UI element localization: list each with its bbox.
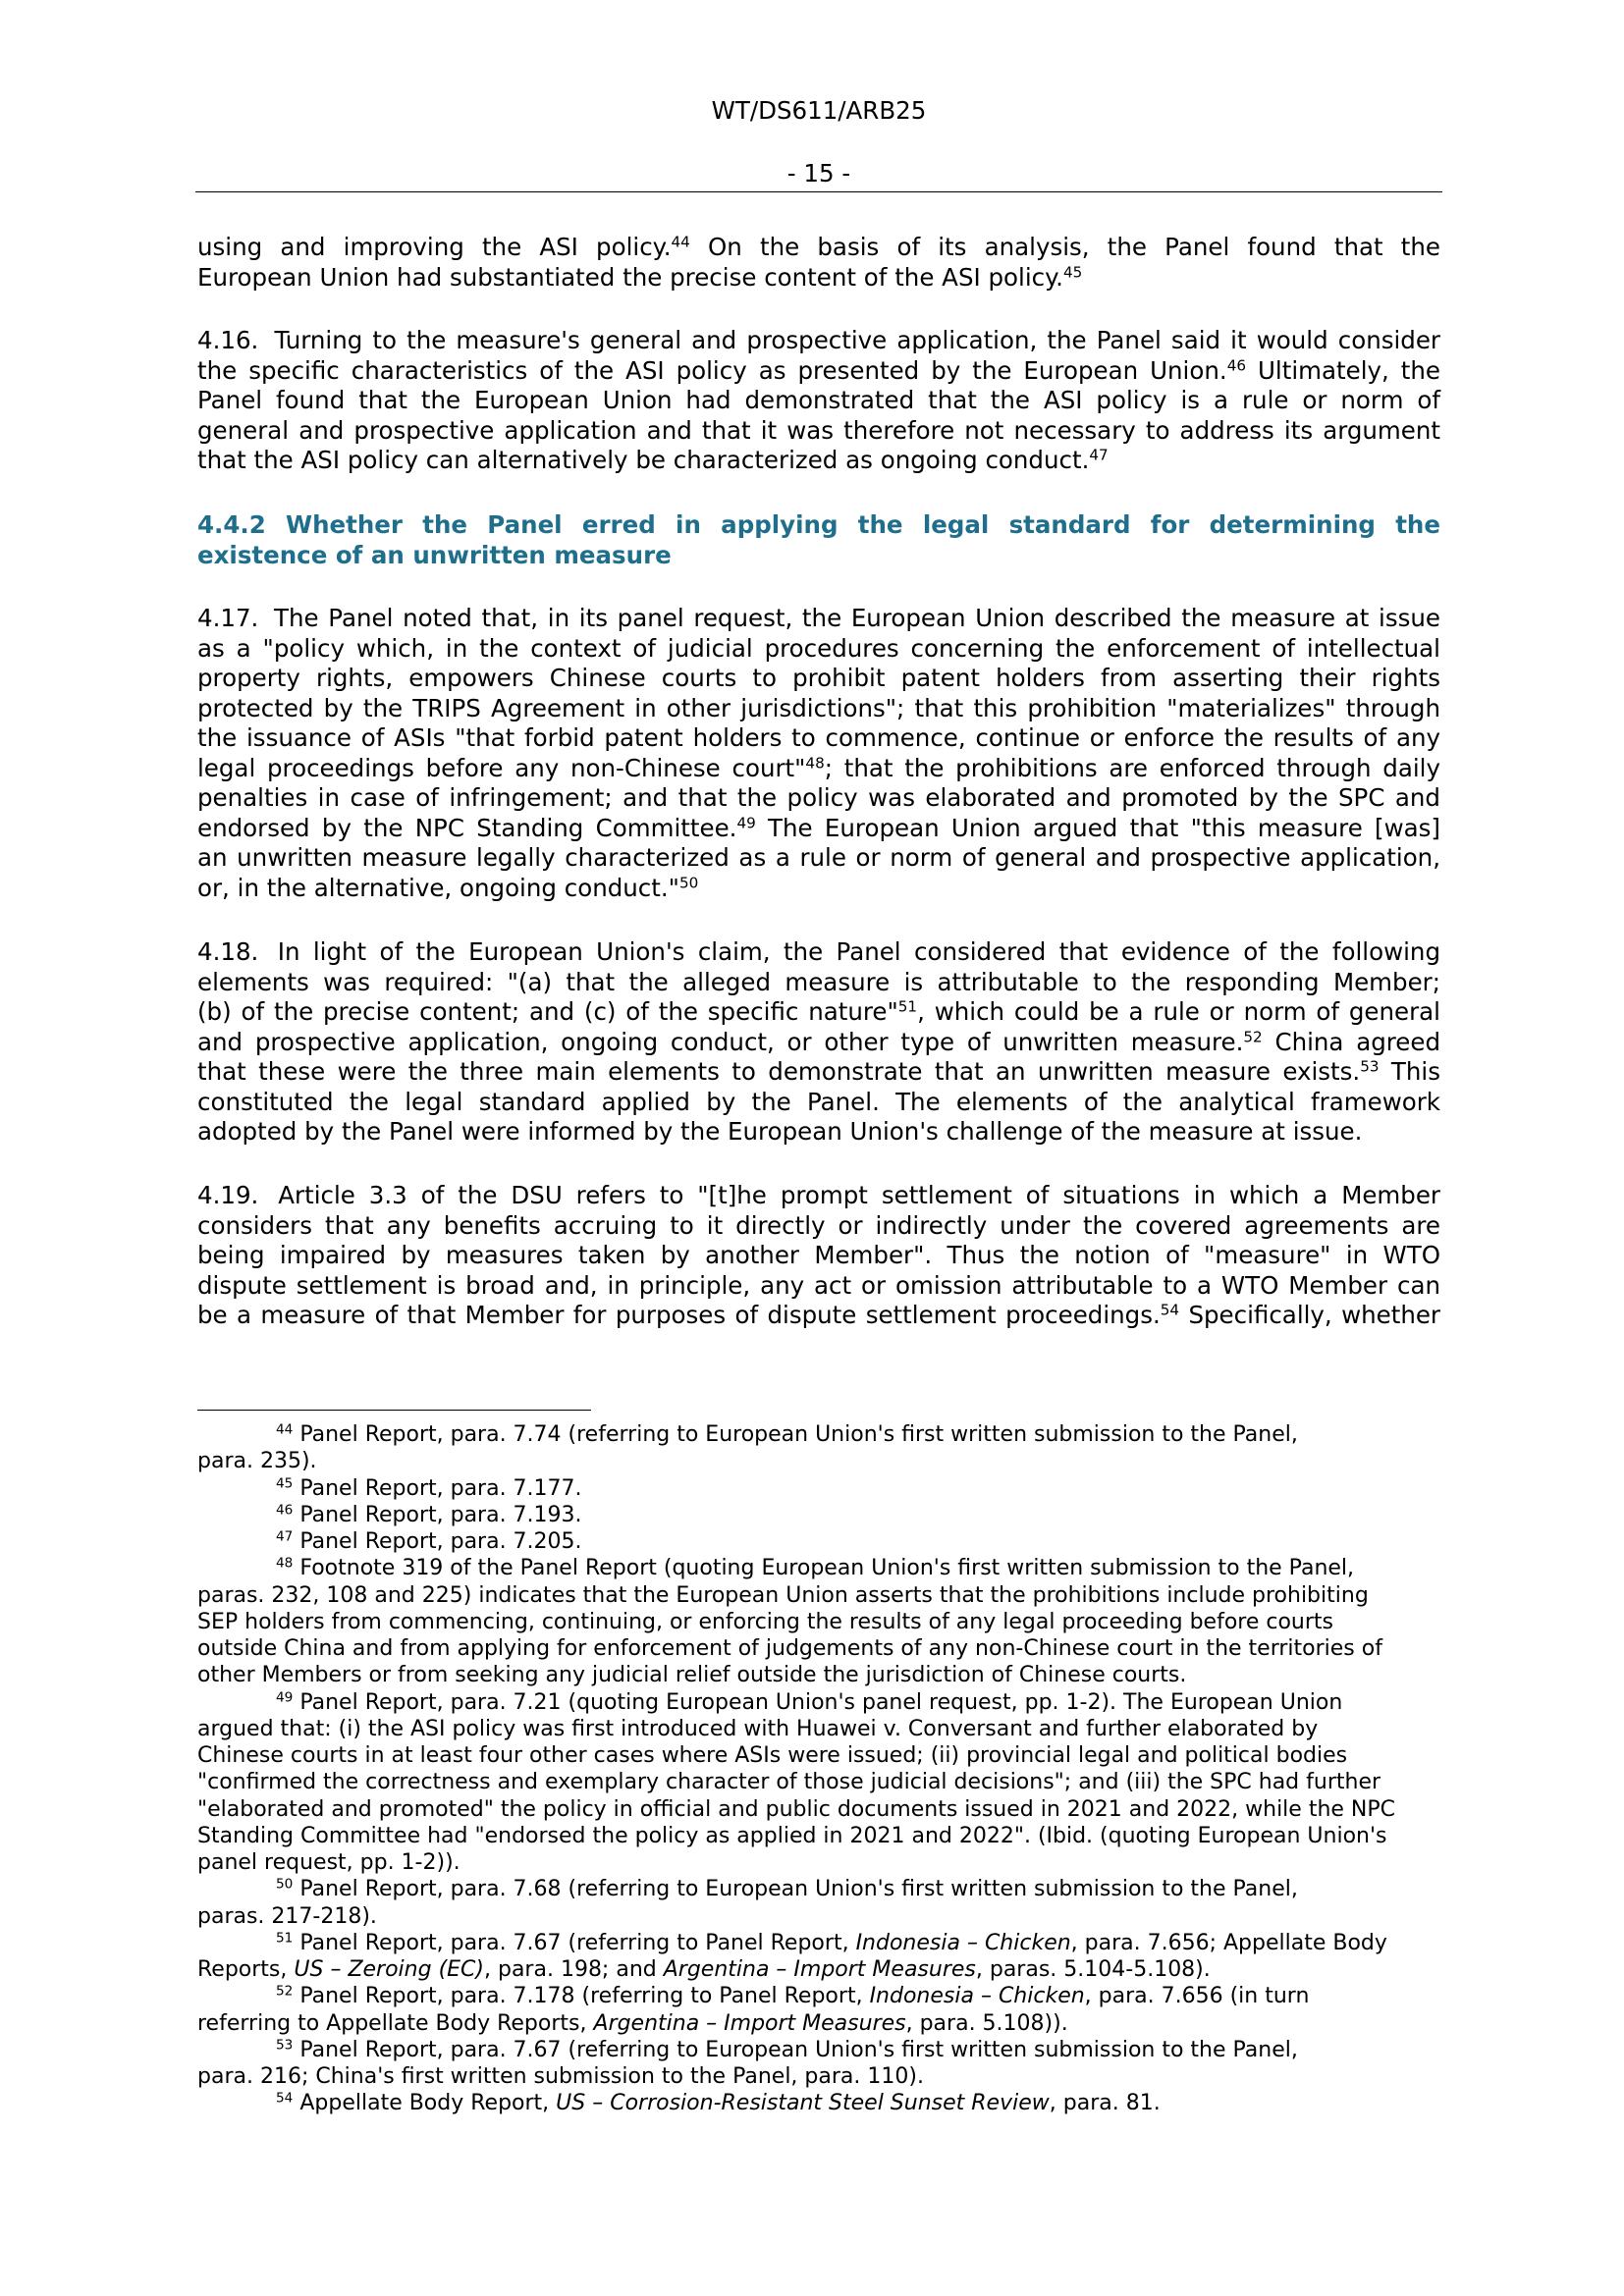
text-run: Panel Report, para. 7.21 (quoting European Union's panel request, pp. 1-2). The European Union <box>299 1689 1343 1715</box>
text-run: argued that: (i) the ASI policy was first introduced with Huawei v. Conversant and further elaborated by <box>197 1716 1319 1741</box>
footnote-line <box>197 1475 1440 1502</box>
footnote-line <box>197 1823 1440 1849</box>
text-line <box>197 263 1440 294</box>
footnote-ref: 45 <box>1062 263 1083 282</box>
footnote-number: 47 <box>276 1528 294 1545</box>
footnote-line <box>197 2010 1440 2037</box>
footnote-line <box>197 2037 1440 2063</box>
footnote <box>197 1528 1440 1555</box>
text-run: The European Union argued that "this measure [was] <box>755 813 1440 842</box>
paragraph-number: 4.16. <box>197 326 259 354</box>
footnote-ref: 48 <box>805 754 825 773</box>
text-run: and prospective application, ongoing conduct, or other type of unwritten measure. <box>197 1027 1244 1056</box>
footnote-line <box>197 1421 1440 1448</box>
text-line <box>197 723 1440 754</box>
text-run: Panel Report, para. 7.205. <box>299 1529 582 1554</box>
footnote-line <box>197 1635 1440 1662</box>
footnote-ref: 52 <box>1243 1028 1263 1046</box>
footnote-separator <box>197 1410 591 1411</box>
footnotes <box>197 1421 1440 2117</box>
text-line <box>197 416 1440 447</box>
text-run: the issuance of ASIs "that forbid patent holders to commence, continue or enforce the results of any <box>197 723 1440 752</box>
paragraph-4-16 <box>197 326 1440 476</box>
text-run: elements was required: "(a) that the alleged measure is attributable to the responding Member; <box>197 967 1440 996</box>
paragraph-number: 4.18. <box>197 937 259 966</box>
case-title: US – Zeroing (EC) <box>294 1957 484 1982</box>
footnote-line <box>197 1742 1440 1769</box>
footnote-number: 52 <box>276 1983 294 2000</box>
text-run: Ultimately, the <box>1246 355 1440 385</box>
text-run: , para. 7.656 (in turn <box>1084 1984 1310 2009</box>
case-title: Argentina – Import Measures <box>663 1957 976 1982</box>
text-line <box>197 814 1440 844</box>
text-line <box>197 634 1440 665</box>
footnote-number: 44 <box>276 1421 294 1438</box>
text-line <box>197 1181 1440 1211</box>
footnote-ref: 44 <box>671 233 690 251</box>
paragraph-number: 4.17. <box>197 604 259 632</box>
text-run: In light of the European Union's claim, the Panel considered that evidence of the following <box>277 937 1440 966</box>
text-run: paras. 217-218). <box>197 1903 377 1929</box>
footnote-line <box>197 1582 1440 1609</box>
paragraph-4-17 <box>197 604 1440 903</box>
footnote-ref: 46 <box>1226 356 1247 375</box>
footnote-line <box>197 1849 1440 1876</box>
text-line <box>197 326 1440 356</box>
text-run: panel request, pp. 1-2)). <box>197 1850 460 1875</box>
text-run: The Panel noted that, in its panel request, the European Union described the measure at issue <box>274 604 1440 632</box>
footnote <box>197 2090 1440 2116</box>
text-run: This <box>1379 1057 1440 1086</box>
case-title: Indonesia – Chicken <box>855 1930 1071 1955</box>
text-line <box>197 1301 1440 1331</box>
text-run: On the basis of its analysis, the Panel found that the <box>689 233 1440 261</box>
text-run: Reports, <box>197 1957 295 1982</box>
text-run: , which could be a rule or norm of general <box>917 997 1440 1026</box>
footnote-line <box>197 1796 1440 1823</box>
footnote-line <box>197 1876 1440 1902</box>
text-line <box>197 1271 1440 1302</box>
text-line <box>197 783 1440 814</box>
text-run: legal proceedings before any non-Chinese court" <box>197 753 806 782</box>
footnote-line <box>197 1903 1440 1930</box>
text-line <box>197 754 1440 784</box>
text-run: para. 235). <box>197 1449 317 1474</box>
text-run: Panel Report, para. 7.177. <box>299 1475 582 1501</box>
footnote-line <box>197 1662 1440 1688</box>
page-number: - 15 - <box>786 159 851 187</box>
text-run: protected by the TRIPS Agreement in other jurisdictions"; that this prohibition "materializes" through <box>197 693 1440 722</box>
footnote-number: 46 <box>276 1502 294 1519</box>
text-run: general and prospective application and that it was therefore not necessary to address its argument <box>197 415 1440 445</box>
text-run: "elaborated and promoted" the policy in official and public documents issued in 2021 and 2022, while the NPC <box>197 1796 1396 1822</box>
footnote-number: 51 <box>276 1930 294 1947</box>
footnote-line <box>197 1448 1440 1474</box>
text-run: para. 216; China's first written submission to the Panel, para. 110). <box>197 2064 924 2089</box>
footnote-number: 45 <box>276 1475 294 1491</box>
text-line <box>197 1057 1440 1088</box>
footnote-line <box>197 1983 1440 2009</box>
text-run: Panel Report, para. 7.67 (referring to European Union's first written submission to the Panel, <box>299 2037 1298 2062</box>
case-title: US – Corrosion-Resistant Steel Sunset Review <box>556 2091 1050 2116</box>
text-line <box>197 446 1440 476</box>
footnote-ref: 47 <box>1089 446 1109 464</box>
text-run: existence of an unwritten measure <box>197 540 672 569</box>
text-run: the specific characteristics of the ASI policy as presented by the European Union. <box>197 355 1227 385</box>
footnote-line <box>197 1502 1440 1528</box>
footnote <box>197 1983 1440 2037</box>
text-run: , para. 7.656; Appellate Body <box>1070 1930 1387 1955</box>
footnote-number: 48 <box>276 1555 294 1572</box>
footnote <box>197 2037 1440 2091</box>
text-run: Article 3.3 of the DSU refers to "[t]he prompt settlement of situations in which a Member <box>278 1181 1440 1209</box>
text-line <box>197 386 1440 416</box>
text-run: , para. 81. <box>1049 2091 1161 2116</box>
text-line <box>197 937 1440 968</box>
paragraph-4-19 <box>197 1181 1440 1331</box>
text-line <box>197 843 1440 874</box>
text-line <box>197 694 1440 724</box>
text-line <box>197 1028 1440 1058</box>
text-run: be a measure of that Member for purposes of dispute settlement proceedings. <box>197 1301 1161 1329</box>
footnote <box>197 1502 1440 1528</box>
text-run: Chinese courts in at least four other cases where ASIs were issued; (ii) provincial legal and political bodies <box>197 1743 1348 1768</box>
text-line <box>197 997 1440 1028</box>
footnote-ref: 49 <box>736 814 756 832</box>
text-run: Standing Committee had "endorsed the policy as applied in 2021 and 2022". (Ibid. (quoting European Union's <box>197 1823 1387 1848</box>
footnote-line <box>197 1555 1440 1581</box>
text-line <box>197 541 1440 571</box>
footnote <box>197 1421 1440 1475</box>
text-run: ; that the prohibitions are enforced through daily <box>824 753 1440 782</box>
text-line <box>197 664 1440 694</box>
footnote <box>197 1876 1440 1930</box>
text-run: an unwritten measure legally characterized as a rule or norm of general and prospective application, <box>197 843 1440 872</box>
text-run: adopted by the Panel were informed by the European Union's challenge of the measure at issue. <box>197 1117 1363 1146</box>
text-run: Footnote 319 of the Panel Report (quoting European Union's first written submission to the Panel, <box>299 1556 1355 1581</box>
text-run: China agreed <box>1262 1027 1440 1056</box>
text-run: endorsed by the NPC Standing Committee. <box>197 813 737 842</box>
footnote-ref: 50 <box>678 874 699 892</box>
footnote-line <box>197 1930 1440 1956</box>
footnote <box>197 1930 1440 1984</box>
text-run: , paras. 5.104-5.108). <box>975 1957 1211 1982</box>
footnote-number: 53 <box>276 2037 294 2054</box>
text-run: as a "policy which, in the context of judicial procedures concerning the enforcement of intellectual <box>197 633 1440 663</box>
paragraph-number: 4.19. <box>197 1181 259 1209</box>
text-run: that these were the three main elements to demonstrate that an unwritten measure exists. <box>197 1057 1361 1086</box>
text-run: other Members or from seeking any judicial relief outside the jurisdiction of Chinese courts. <box>197 1663 1187 1688</box>
text-run: European Union had substantiated the precise content of the ASI policy. <box>197 262 1063 292</box>
footnote-line <box>197 1609 1440 1635</box>
text-run: Panel Report, para. 7.68 (referring to European Union's first written submission to the Panel, <box>299 1877 1298 1902</box>
footnote-number: 54 <box>276 2090 294 2107</box>
text-run: "confirmed the correctness and exemplary character of those judicial decisions"; and (iii) the SPC had further <box>197 1770 1381 1795</box>
footnote-line <box>197 2063 1440 2090</box>
text-run: Whether the Panel erred in applying the legal standard for determining the <box>286 510 1440 539</box>
text-line <box>197 1088 1440 1118</box>
footnote-number: 50 <box>276 1876 294 1893</box>
paragraph-number: 4.4.2 <box>197 510 266 539</box>
text-run: , para. 198; and <box>484 1957 664 1982</box>
text-run: Panel Report, para. 7.74 (referring to European Union's first written submission to the Panel, <box>299 1422 1298 1447</box>
text-line <box>197 968 1440 998</box>
text-run: using and improving the ASI policy. <box>197 233 672 261</box>
footnote <box>197 1689 1440 1877</box>
text-run: outside China and from applying for enforcement of judgements of any non-Chinese court in the territories of <box>197 1636 1382 1661</box>
text-run: being impaired by measures taken by another Member". Thus the notion of "measure" in WTO <box>197 1241 1440 1269</box>
text-line <box>197 510 1440 541</box>
text-run: , para. 5.108)). <box>905 2010 1068 2036</box>
text-run: referring to Appellate Body Reports, <box>197 2010 594 2036</box>
text-line <box>197 233 1440 263</box>
text-line <box>197 604 1440 634</box>
text-run: property rights, empowers Chinese courts to prohibit patent holders from asserting their rights <box>197 664 1440 692</box>
footnote-ref: 53 <box>1360 1057 1380 1076</box>
text-run: Turning to the measure's general and prospective application, the Panel said it would consider <box>274 326 1440 354</box>
text-run: (b) of the precise content; and (c) of the specific nature" <box>197 997 898 1026</box>
footnote <box>197 1475 1440 1502</box>
text-run: SEP holders from commencing, continuing, or enforcing the results of any legal proceeding before courts <box>197 1609 1333 1634</box>
text-run: Panel Report, para. 7.178 (referring to Panel Report, <box>299 1984 870 2009</box>
footnote <box>197 1555 1440 1688</box>
text-run: Panel Report, para. 7.67 (referring to Panel Report, <box>299 1930 856 1955</box>
footnote-line <box>197 1528 1440 1555</box>
text-run: considers that any benefits accruing to it directly or indirectly under the covered agreements are <box>197 1210 1440 1240</box>
footnote-line <box>197 1689 1440 1716</box>
text-run: that the ASI policy can alternatively be characterized as ongoing conduct. <box>197 446 1090 474</box>
section-heading-4-4-2 <box>197 510 1440 570</box>
footnote-line <box>197 1956 1440 1983</box>
text-run: dispute settlement is broad and, in principle, any act or omission attributable to a WTO Member can <box>197 1270 1440 1300</box>
text-line <box>197 1211 1440 1242</box>
case-title: Indonesia – Chicken <box>869 1984 1085 2009</box>
text-run: Appellate Body Report, <box>299 2091 557 2116</box>
paragraph-continued <box>197 233 1440 293</box>
text-run: penalties in case of infringement; and that the policy was elaborated and promoted by the SPC and <box>197 783 1440 812</box>
text-line <box>197 1117 1440 1148</box>
text-run: Specifically, whether <box>1179 1301 1441 1329</box>
case-title: Argentina – Import Measures <box>593 2010 906 2036</box>
footnote-ref: 54 <box>1160 1301 1180 1319</box>
text-line <box>197 1241 1440 1271</box>
text-line <box>197 874 1440 904</box>
paragraph-4-18 <box>197 937 1440 1148</box>
footnote-line <box>197 1716 1440 1742</box>
text-run: paras. 232, 108 and 225) indicates that the European Union asserts that the prohibitions include prohibiting <box>197 1582 1369 1608</box>
footnote-line <box>197 1769 1440 1795</box>
text-run: Panel Report, para. 7.193. <box>299 1502 582 1527</box>
document-symbol: WT/DS611/ARB25 <box>711 96 927 125</box>
footnote-line <box>197 2090 1440 2116</box>
text-run: Panel found that the European Union had demonstrated that the ASI policy is a rule or norm of <box>197 386 1440 414</box>
header-rule <box>195 191 1442 192</box>
text-line <box>197 356 1440 387</box>
footnote-number: 49 <box>276 1689 294 1705</box>
footnote-ref: 51 <box>897 997 918 1016</box>
text-run: constituted the legal standard applied by the Panel. The elements of the analytical framework <box>197 1087 1440 1116</box>
text-run: or, in the alternative, ongoing conduct." <box>197 873 679 902</box>
